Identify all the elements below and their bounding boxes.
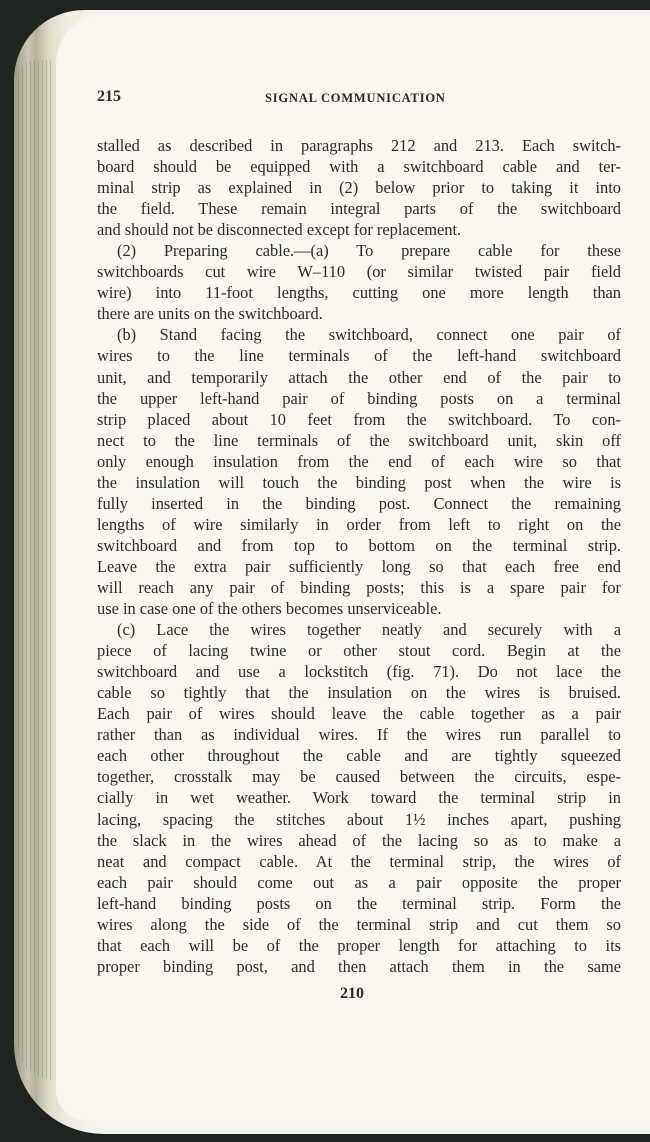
page-edges <box>18 60 54 1080</box>
page-header <box>97 88 627 112</box>
text-line: and should not be disconnected except for replacement. <box>97 220 462 240</box>
text-line: will reach any pair of binding posts; this is a spare pair for <box>97 577 621 597</box>
text-line: cially in wet weather. Work toward the terminal strip in <box>97 788 621 808</box>
text-line: board should be equipped with a switchboard cable and ter- <box>97 157 621 177</box>
text-line: only enough insulation from the end of each wire so that <box>97 451 621 471</box>
text-line: proper binding post, and then attach them in the same <box>97 956 621 976</box>
text-line: lacing, spacing the stitches about 1½ inches apart, pushing <box>97 809 621 829</box>
text-line: wire) into 11-foot lengths, cutting one more length than <box>97 283 621 303</box>
text-line: there are units on the switchboard. <box>97 304 323 324</box>
text-line: (2) Preparing cable.—(a) To prepare cable for these <box>117 241 621 261</box>
text-line: Each pair of wires should leave the cable together as a pair <box>97 704 621 724</box>
text-line: rather than as individual wires. If the wires run parallel to <box>97 725 621 745</box>
text-line: fully inserted in the binding post. Connect the remaining <box>97 493 621 513</box>
text-line: the insulation will touch the binding post when the wire is <box>97 472 621 492</box>
text-line: together, crosstalk may be caused between the circuits, espe- <box>97 767 621 787</box>
text-line: switchboard and from top to bottom on the terminal strip. <box>97 535 621 555</box>
text-line: cable so tightly that the insulation on the wires is bruised. <box>97 683 621 703</box>
text-line: switchboards cut wire W–110 (or similar twisted pair field <box>97 262 621 282</box>
text-line: unit, and temporarily attach the other end of the pair to <box>97 367 621 387</box>
text-line: nect to the line terminals of the switchboard unit, skin off <box>97 430 621 450</box>
text-line: that each will be of the proper length for attaching to its <box>97 935 621 955</box>
text-line: stalled as described in paragraphs 212 and 213. Each switch- <box>97 136 621 155</box>
running-head: SIGNAL COMMUNICATION <box>265 91 446 105</box>
body-text <box>97 135 621 977</box>
text-line: the slack in the wires ahead of the lacing so as to make a <box>97 830 621 850</box>
text-line: wires along the side of the terminal strip and cut them so <box>97 914 621 934</box>
text-line: neat and compact cable. At the terminal strip, the wires of <box>97 851 621 871</box>
text-line: use in case one of the others becomes unserviceable. <box>97 599 442 619</box>
text-line: (b) Stand facing the switchboard, connect one pair of <box>117 325 621 345</box>
footer-page-number: 210 <box>340 985 364 1002</box>
text-line: Leave the extra pair sufficiently long so that each free end <box>97 556 621 576</box>
text-line: strip placed about 10 feet from the switchboard. To con- <box>97 409 621 429</box>
text-line: each pair should come out as a pair opposite the proper <box>97 872 621 892</box>
text-line: left-hand binding posts on the terminal strip. Form the <box>97 893 621 913</box>
text-line: switchboard and use a lockstitch (fig. 71). Do not lace the <box>97 662 621 682</box>
text-line: each other throughout the cable and are tightly squeezed <box>97 746 621 766</box>
text-line: minal strip as explained in (2) below prior to taking it into <box>97 178 621 198</box>
text-line: (c) Lace the wires together neatly and securely with a <box>117 620 621 640</box>
text-line: the upper left-hand pair of binding posts on a terminal <box>97 388 621 408</box>
text-line: piece of lacing twine or other stout cord. Begin at the <box>97 641 621 661</box>
header-page-number: 215 <box>97 88 121 105</box>
text-line: lengths of wire similarly in order from left to right on the <box>97 514 621 534</box>
text-line: the field. These remain integral parts of the switchboard <box>97 199 621 219</box>
text-line: wires to the line terminals of the left-hand switchboard <box>97 346 621 366</box>
